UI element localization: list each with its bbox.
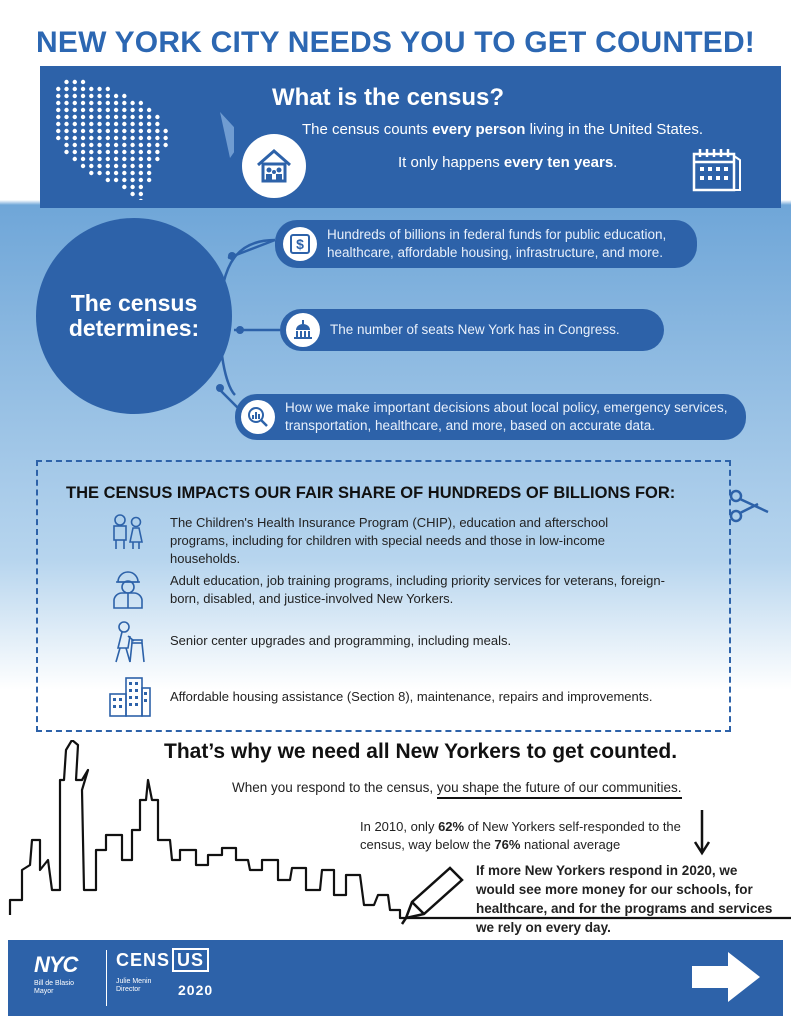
map-dot	[139, 164, 143, 168]
map-dot	[106, 115, 110, 119]
map-dot	[106, 157, 110, 161]
map-dot	[163, 143, 167, 147]
map-dot	[106, 108, 110, 112]
map-dot	[106, 171, 110, 175]
map-dot	[64, 143, 68, 147]
map-dot	[106, 101, 110, 105]
map-dot	[64, 150, 68, 154]
map-dot	[130, 192, 134, 196]
map-dot	[122, 136, 126, 140]
map-dot	[97, 101, 101, 105]
map-dot	[56, 108, 60, 112]
map-dot	[130, 150, 134, 154]
impact-item-senior	[108, 632, 668, 650]
children-icon	[108, 512, 148, 552]
map-dot	[114, 115, 118, 119]
census-logo: CENS US	[116, 950, 209, 971]
determines-item-text: How we make important decisions about local policy, emergency services, transportation, healthcare, and more, based on accurate data.	[285, 399, 728, 433]
map-dot	[97, 129, 101, 133]
map-dot	[114, 136, 118, 140]
map-dot	[130, 171, 134, 175]
map-dot	[89, 171, 93, 175]
map-dot	[155, 115, 159, 119]
map-dot	[64, 122, 68, 126]
map-dot	[73, 136, 77, 140]
map-dot	[56, 136, 60, 140]
map-dot	[73, 143, 77, 147]
scissors-icon	[728, 486, 772, 526]
determines-heading-2: determines:	[68, 315, 200, 341]
calendar-icon	[692, 146, 742, 194]
map-dot	[81, 136, 85, 140]
map-dot	[73, 101, 77, 105]
map-dot	[81, 164, 85, 168]
map-dot	[89, 122, 93, 126]
map-dot	[130, 157, 134, 161]
map-dot	[89, 143, 93, 147]
map-dot	[147, 178, 151, 182]
determines-item-funds	[275, 220, 697, 268]
map-dot	[155, 129, 159, 133]
map-dot	[64, 136, 68, 140]
map-dot	[89, 87, 93, 91]
map-dot	[81, 157, 85, 161]
map-dot	[147, 122, 151, 126]
map-dot	[81, 129, 85, 133]
map-dot	[89, 115, 93, 119]
impact-item-adult-education	[108, 572, 668, 608]
map-dot	[81, 80, 85, 84]
map-dot	[56, 115, 60, 119]
map-dot	[155, 136, 159, 140]
map-dot	[89, 136, 93, 140]
map-dot	[64, 115, 68, 119]
map-dot	[147, 136, 151, 140]
impact-item-text: Affordable housing assistance (Section 8), maintenance, repairs and improvements.	[170, 689, 653, 704]
map-dot	[106, 178, 110, 182]
map-dot	[56, 129, 60, 133]
determines-heading-1: The census	[70, 289, 198, 316]
map-dot	[73, 80, 77, 84]
census-determines-circle	[36, 218, 232, 414]
map-dot	[56, 122, 60, 126]
map-dot	[81, 87, 85, 91]
map-dot	[81, 143, 85, 147]
respond-line: When you respond to the census, you shape the future of our communities.	[232, 780, 682, 795]
footer-bar	[8, 940, 783, 1016]
impact-item-housing	[108, 688, 668, 706]
map-dot	[106, 122, 110, 126]
determines-item-decisions	[235, 394, 746, 440]
map-dot	[64, 87, 68, 91]
map-dot	[97, 108, 101, 112]
household-icon	[242, 134, 306, 198]
respond-underlined: you shape the future of our communities.	[437, 780, 682, 799]
map-dot	[122, 157, 126, 161]
map-dot	[147, 129, 151, 133]
map-dot	[89, 94, 93, 98]
map-dot	[147, 150, 151, 154]
map-dot	[64, 94, 68, 98]
map-dot	[81, 108, 85, 112]
map-dot	[106, 150, 110, 154]
map-dot	[97, 150, 101, 154]
map-dot	[139, 185, 143, 189]
dollar-icon	[283, 227, 317, 261]
impact-item-text: Senior center upgrades and programming, including meals.	[170, 633, 512, 648]
map-dot	[139, 150, 143, 154]
map-dot	[147, 115, 151, 119]
response-rate-stat: In 2010, only 62% of New Yorkers self-responded to the census, way below the 76% national average	[360, 819, 681, 853]
map-dot	[122, 122, 126, 126]
map-dot	[139, 108, 143, 112]
map-dot	[130, 115, 134, 119]
map-dot	[97, 115, 101, 119]
page-title: NEW YORK CITY NEEDS YOU TO GET COUNTED!	[36, 26, 755, 59]
map-dot	[114, 157, 118, 161]
map-dot	[139, 136, 143, 140]
map-dot	[73, 87, 77, 91]
map-dot	[139, 178, 143, 182]
data-magnifier-icon	[241, 400, 275, 434]
map-dot	[89, 101, 93, 105]
map-dot	[130, 164, 134, 168]
map-dot	[114, 94, 118, 98]
map-dot	[139, 129, 143, 133]
svg-text:$: $	[296, 236, 304, 252]
more-money-text: If more New Yorkers respond in 2020, we would see more money for our schools, for healthcare, and for the programs and services we rely on every day.	[476, 863, 773, 935]
map-dot	[139, 143, 143, 147]
what-is-census-band	[40, 66, 781, 208]
map-dot	[81, 122, 85, 126]
mayor-credit: Bill de Blasio Mayor	[34, 980, 75, 996]
map-dot	[130, 101, 134, 105]
map-dot	[139, 115, 143, 119]
map-dot	[122, 143, 126, 147]
census-year: 2020	[178, 982, 214, 998]
impacts-heading: THE CENSUS IMPACTS OUR FAIR SHARE OF HUNDREDS OF BILLIONS FOR:	[66, 484, 676, 502]
impacts-box	[36, 460, 731, 732]
map-dot	[139, 192, 143, 196]
map-dot	[81, 115, 85, 119]
determines-item-text: Hundreds of billions in federal funds for public education, healthcare, affordable housing, infrastructure, and more.	[327, 226, 667, 260]
map-dot	[97, 171, 101, 175]
map-dot	[122, 108, 126, 112]
map-dot	[155, 143, 159, 147]
map-dot	[139, 157, 143, 161]
map-dot	[73, 157, 77, 161]
map-dot	[130, 143, 134, 147]
spotlight-beam	[220, 112, 234, 158]
map-dot	[114, 164, 118, 168]
map-dot	[89, 157, 93, 161]
map-dot	[106, 94, 110, 98]
map-dot	[163, 129, 167, 133]
capitol-icon	[286, 313, 320, 347]
map-dot	[73, 150, 77, 154]
map-dot	[106, 87, 110, 91]
map-dot	[56, 87, 60, 91]
map-dot	[114, 178, 118, 182]
map-dot	[147, 108, 151, 112]
what-is-line-2: It only happens every ten years.	[398, 154, 618, 171]
map-dot	[73, 129, 77, 133]
map-dot	[114, 143, 118, 147]
impact-item-text: The Children's Health Insurance Program (CHIP), education and afterschool programs, including for children with special needs and those in low-income households.	[170, 515, 609, 567]
map-dot	[106, 143, 110, 147]
map-dot	[56, 101, 60, 105]
determines-item-text: The number of seats New York has in Congress.	[330, 321, 620, 337]
map-dot	[122, 94, 126, 98]
map-dot	[114, 101, 118, 105]
map-dot	[122, 150, 126, 154]
senior-icon	[108, 620, 148, 664]
impact-item-text: Adult education, job training programs, including priority services for veterans, foreign-born, disabled, and justice-involved New Yorkers.	[170, 573, 665, 607]
building-icon	[108, 674, 152, 718]
map-dot	[64, 101, 68, 105]
map-dot	[73, 115, 77, 119]
impact-item-children	[108, 514, 668, 569]
map-dot	[81, 150, 85, 154]
map-dot	[130, 129, 134, 133]
what-is-line-1: The census counts every person living in the United States.	[302, 121, 704, 138]
map-dot	[155, 150, 159, 154]
map-dot	[122, 178, 126, 182]
map-dot	[97, 136, 101, 140]
map-dot	[89, 164, 93, 168]
map-dot	[114, 150, 118, 154]
map-dot	[122, 129, 126, 133]
map-dot	[97, 94, 101, 98]
determines-item-congress	[280, 309, 664, 351]
down-arrow-icon	[692, 808, 712, 856]
map-dot	[97, 122, 101, 126]
map-dot	[122, 164, 126, 168]
footer-divider	[106, 950, 107, 1006]
us-map-icon	[44, 76, 234, 200]
map-dot	[114, 108, 118, 112]
right-arrow-icon[interactable]	[688, 948, 764, 1006]
map-dot	[97, 164, 101, 168]
map-dot	[130, 178, 134, 182]
map-dot	[89, 129, 93, 133]
map-dot	[147, 157, 151, 161]
why-heading: That’s why we need all New Yorkers to get counted.	[164, 740, 678, 763]
map-dot	[64, 129, 68, 133]
map-dot	[89, 108, 93, 112]
map-dot	[106, 136, 110, 140]
map-dot	[81, 101, 85, 105]
map-dot	[106, 164, 110, 168]
map-dot	[130, 108, 134, 112]
map-dot	[139, 101, 143, 105]
map-dot	[130, 185, 134, 189]
nyc-logo: NYC	[34, 952, 78, 977]
map-dot	[139, 122, 143, 126]
map-dot	[64, 80, 68, 84]
map-dot	[73, 108, 77, 112]
map-dot	[139, 171, 143, 175]
map-dot	[73, 94, 77, 98]
map-dot	[73, 122, 77, 126]
map-dot	[122, 101, 126, 105]
map-dot	[147, 171, 151, 175]
map-dot	[130, 136, 134, 140]
map-dot	[147, 164, 151, 168]
map-dot	[56, 94, 60, 98]
pencil-icon	[398, 862, 468, 926]
map-dot	[139, 199, 143, 200]
map-dot	[64, 108, 68, 112]
map-dot	[81, 94, 85, 98]
map-dot	[114, 171, 118, 175]
map-dot	[163, 136, 167, 140]
map-dot	[155, 157, 159, 161]
map-dot	[114, 122, 118, 126]
map-dot	[122, 115, 126, 119]
map-dot	[106, 129, 110, 133]
map-dot	[89, 150, 93, 154]
map-dot	[97, 143, 101, 147]
map-dot	[155, 122, 159, 126]
worker-icon	[108, 568, 148, 610]
map-dot	[97, 87, 101, 91]
map-dot	[114, 129, 118, 133]
map-dot	[122, 185, 126, 189]
what-is-heading: What is the census?	[272, 84, 505, 111]
map-dot	[130, 122, 134, 126]
map-dot	[97, 157, 101, 161]
map-dot	[147, 143, 151, 147]
director-credit: Julie Menin Director	[116, 978, 152, 994]
map-dot	[122, 171, 126, 175]
